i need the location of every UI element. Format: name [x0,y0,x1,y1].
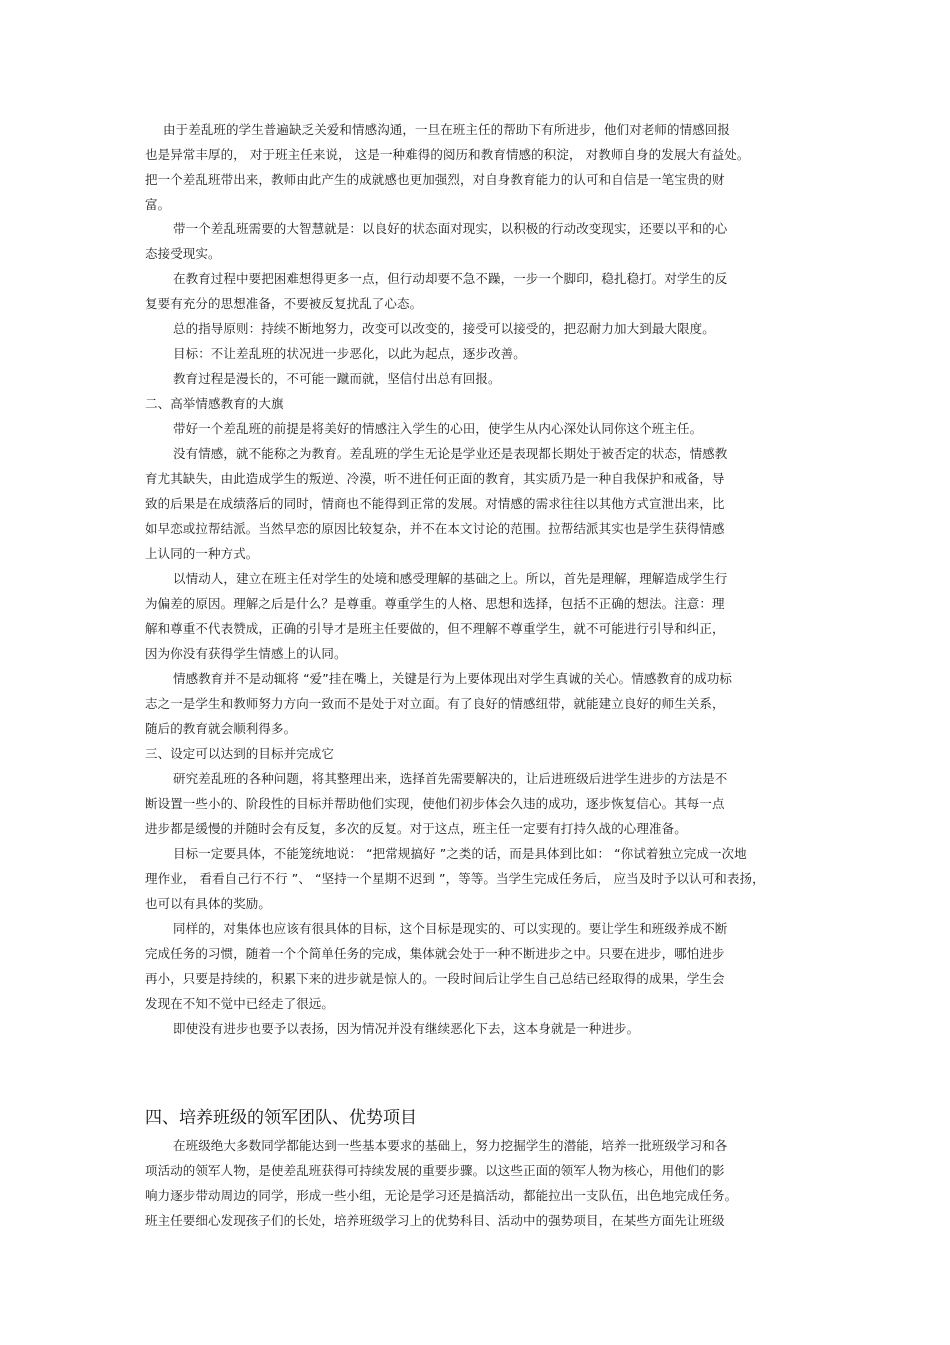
section-heading-4: 四、培养班级的领军团队、优势项目 [145,1108,417,1128]
text-line: 育尤其缺失，由此造成学生的叛逆、冷漠，听不进任何正面的教育，其实质乃是一种自我保护和戒备，导 [145,471,725,486]
text-line: 以情动人，建立在班主任对学生的处境和感受理解的基础之上。所以，首先是理解，理解造成学生行 [173,571,728,586]
text-line: 再小，只要是持续的，积累下来的进步就是惊人的。一段时间后让学生自己总结已经取得的成果，学生会 [145,971,725,986]
text-line: 把一个差乱班带出来，教师由此产生的成就感也更加强烈，对自身教育能力的认可和自信是一笔宝贵的财 [145,172,725,187]
text-line: 情感教育并不是动辄将 “爱”挂在嘴上，关键是行为上要体现出对学生真诚的关心。情感教育的成功标 [173,671,733,686]
text-line: 态接受现实。 [145,246,221,261]
text-line: 响力逐步带动周边的同学，形成一些小组，无论是学习还是搞活动，都能拉出一支队伍，出色地完成任务。 [145,1188,738,1203]
text-line: 三、设定可以达到的目标并完成它 [145,746,335,761]
text-line: 理作业， 看看自己行不行 ”、 “坚持一个星期不迟到 ”，等等。当学生完成任务后， 应当及时予以认可和表扬， [145,871,765,886]
text-line: 在班级绝大多数同学都能达到一些基本要求的基础上，努力挖掘学生的潜能，培养一批班级学习和各 [173,1138,728,1153]
text-line: 随后的教育就会顺利得多。 [145,721,297,736]
text-line: 断设置一些小的、阶段性的目标并帮助他们实现，使他们初步体会久违的成功，逐步恢复信心。其每一点 [145,796,725,811]
text-line: 即使没有进步也要予以表扬，因为情况并没有继续恶化下去，这本身就是一种进步。 [173,1021,640,1036]
text-line: 为偏差的原因。理解之后是什么？是尊重。尊重学生的人格、思想和选择，包括不正确的想法。注意：理 [145,596,725,611]
text-line: 在教育过程中要把困难想得更多一点，但行动却要不急不躁，一步一个脚印，稳扎稳打。对学生的反 [173,271,728,286]
text-line: 班主任要细心发现孩子们的长处，培养班级学习上的优势科目、活动中的强势项目，在某些方面先让班级 [145,1213,725,1228]
text-line: 解和尊重不代表赞成，正确的引导才是班主任要做的，但不理解不尊重学生，就不可能进行引导和纠正， [145,621,725,636]
text-line: 带一个差乱班需要的大智慧就是：以良好的状态面对现实，以积极的行动改变现实，还要以平和的心 [173,221,728,236]
text-line: 目标一定要具体，不能笼统地说： “把常规搞好 ”之类的话，而是具体到比如： “你试着独立完成一次地 [173,846,747,861]
text-line: 完成任务的习惯，随着一个个简单任务的完成，集体就会处于一种不断进步之中。只要在进步，哪怕进步 [145,946,725,961]
text-line: 也可以有具体的奖励。 [145,896,272,911]
text-line: 由于差乱班的学生普遍缺乏关爱和情感沟通，一旦在班主任的帮助下有所进步，他们对老师的情感回报 [163,122,731,137]
text-line: 项活动的领军人物，是使差乱班获得可持续发展的重要步骤。以这些正面的领军人物为核心，用他们的影 [145,1163,725,1178]
text-line: 教育过程是漫长的，不可能一蹴而就，坚信付出总有回报。 [173,371,501,386]
text-line: 进步都是缓慢的并随时会有反复，多次的反复。对于这点，班主任一定要有打持久战的心理准备。 [145,821,687,836]
text-line: 志之一是学生和教师努力方向一致而不是处于对立面。有了良好的情感纽带，就能建立良好的师生关系， [145,696,725,711]
text-line: 目标：不让差乱班的状况进一步恶化，以此为起点，逐步改善。 [173,346,526,361]
text-line: 如早恋或拉帮结派。当然早恋的原因比较复杂，并不在本文讨论的范围。拉帮结派其实也是学生获得情感 [145,521,725,536]
text-line: 没有情感，就不能称之为教育。差乱班的学生无论是学业还是表现都长期处于被否定的状态，情感教 [173,446,728,461]
text-line: 研究差乱班的各种问题，将其整理出来，选择首先需要解决的，让后进班级后进学生进步的方法是不 [173,771,728,786]
text-line: 同样的，对集体也应该有很具体的目标，这个目标是现实的、可以实现的。要让学生和班级养成不断 [173,921,728,936]
text-line: 发现在不知不觉中已经走了很远。 [145,996,335,1011]
text-line: 复要有充分的思想准备，不要被反复扰乱了心态。 [145,296,423,311]
text-line: 总的指导原则：持续不断地努力，改变可以改变的，接受可以接受的，把忍耐力加大到最大限度。 [173,321,715,336]
text-line: 富。 [145,197,171,212]
text-line: 致的后果是在成绩落后的同时，情商也不能得到正常的发展。对情感的需求往往以其他方式宣泄出来，比 [145,496,725,511]
text-line: 也是异常丰厚的， 对于班主任来说， 这是一种难得的阅历和教育情感的积淀， 对教师自身的发展大有益处。 [145,147,750,162]
text-line: 二、高举情感教育的大旗 [145,396,284,411]
text-line: 上认同的一种方式。 [145,546,259,561]
text-line: 带好一个差乱班的前提是将美好的情感注入学生的心田，使学生从内心深处认同你这个班主任。 [173,421,703,436]
text-line: 因为你没有获得学生情感上的认同。 [145,646,347,661]
